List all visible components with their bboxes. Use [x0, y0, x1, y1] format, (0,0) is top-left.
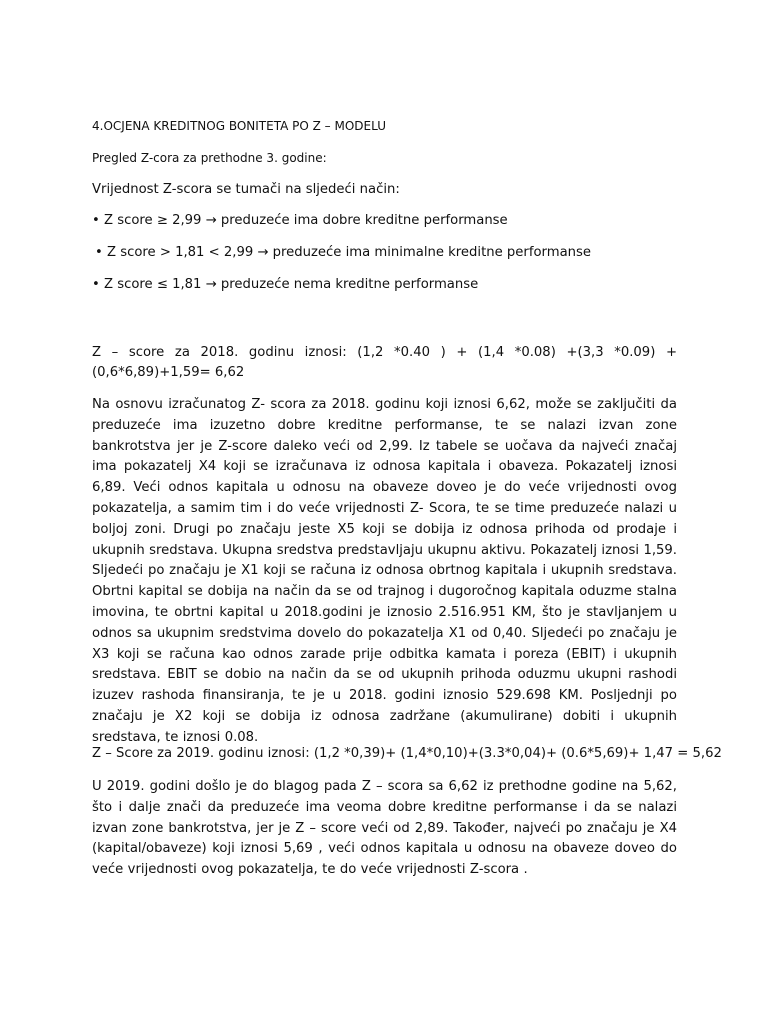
- analysis-paragraph-2019: U 2019. godini došlo je do blagog pada Z – scora sa 6,62 iz prethodne godine na 5,62, što i dalje znači da preduzeće ima veoma dobre kreditne performanse i da se nalazi izvan zone bankrotstva, jer je Z – score veći od 2,89. Također, najveći po značaju je X4 (kapital/obaveze) koji iznosi 5,69 , veći odnos kapitala u odnosu na obaveze doveo do veće vrijednosti ovog pokazatelja, te do veće vrijednosti Z-scora .: [92, 779, 677, 878]
- intro-text: Vrijednost Z-scora se tumači na sljedeći način:: [92, 182, 400, 197]
- section-subheading: Pregled Z-cora za prethodne 3. godine:: [92, 151, 327, 165]
- bullet-item-minimal-performance: • Z score > 1,81 < 2,99 → preduzeće ima minimalne kreditne performanse: [95, 245, 591, 260]
- bullet-item-good-performance: • Z score ≥ 2,99 → preduzeće ima dobre kreditne performanse: [92, 213, 508, 228]
- formula-2019: Z – Score za 2019. godinu iznosi: (1,2 *0,39)+ (1,4*0,10)+(3.3*0,04)+ (0.6*5,69)+ 1,47 = 5,62: [92, 746, 722, 761]
- bullet-item-no-performance: • Z score ≤ 1,81 → preduzeće nema kreditne performanse: [92, 277, 479, 292]
- section-heading: 4.OCJENA KREDITNOG BONITETA PO Z – MODELU: [92, 119, 386, 133]
- formula-2018: Z – score za 2018. godinu iznosi: (1,2 *0.40 ) + (1,4 *0.08) +(3,3 *0.09) + (0,6*6,89)+1,59= 6,62: [92, 345, 677, 380]
- analysis-paragraph-2018: Na osnovu izračunatog Z- scora za 2018. godinu koji iznosi 6,62, može se zaključiti da preduzeće ima izuzetno dobre kreditne performanse, te se nalazi izvan zone bankrotstva jer je Z-score daleko veći od 2,99. Iz tabele se uočava da najveći značaj ima pokazatelj X4 koji se izračunava iz odnosa kapitala i obaveza. Pokazatelj iznosi 6,89. Veći odnos kapitala u odnosu na obaveze doveo je do veće vrijednosti ovog pokazatelja, a samim tim i do veće vrijednosti Z- Scora, te se time preduzeće nalazi u boljoj zoni. Drugi po značaju jeste X5 koji se dobija iz odnosa prihoda od prodaje i ukupnih sredstava. Ukupna sredstva predstavljaju ukupnu aktivu. Pokazatelj iznosi 1,59. Sljedeći po značaju je X1 koji se računa iz odnosa obrtnog kapitala i ukupnih sredstava. Obrtni kapital se dobija na način da se od trajnog i dugoročnog kapitala oduzme stalna imovina, te obrtni kapital u 2018.godini je iznosio 2.516.951 KM, što je stavljanjem u odnos sa ukupnim sredstvima dovelo do pokazatelja X1 od 0,40. Sljedeći po značaju je X3 koji se računa kao odnos zarade prije odbitka kamata i poreza (EBIT) i ukupnih sredstava. EBIT se dobio na način da se od ukupnih prihoda oduzmu ukupni rashodi izuzev rashoda finansiranja, te je u 2018. godini iznosio 529.698 KM. Posljednji po značaju je X2 koji se dobija iz odnosa zadržane (akumulirane) dobiti i ukupnih sredstava, te iznosi 0.08.: [92, 397, 677, 745]
